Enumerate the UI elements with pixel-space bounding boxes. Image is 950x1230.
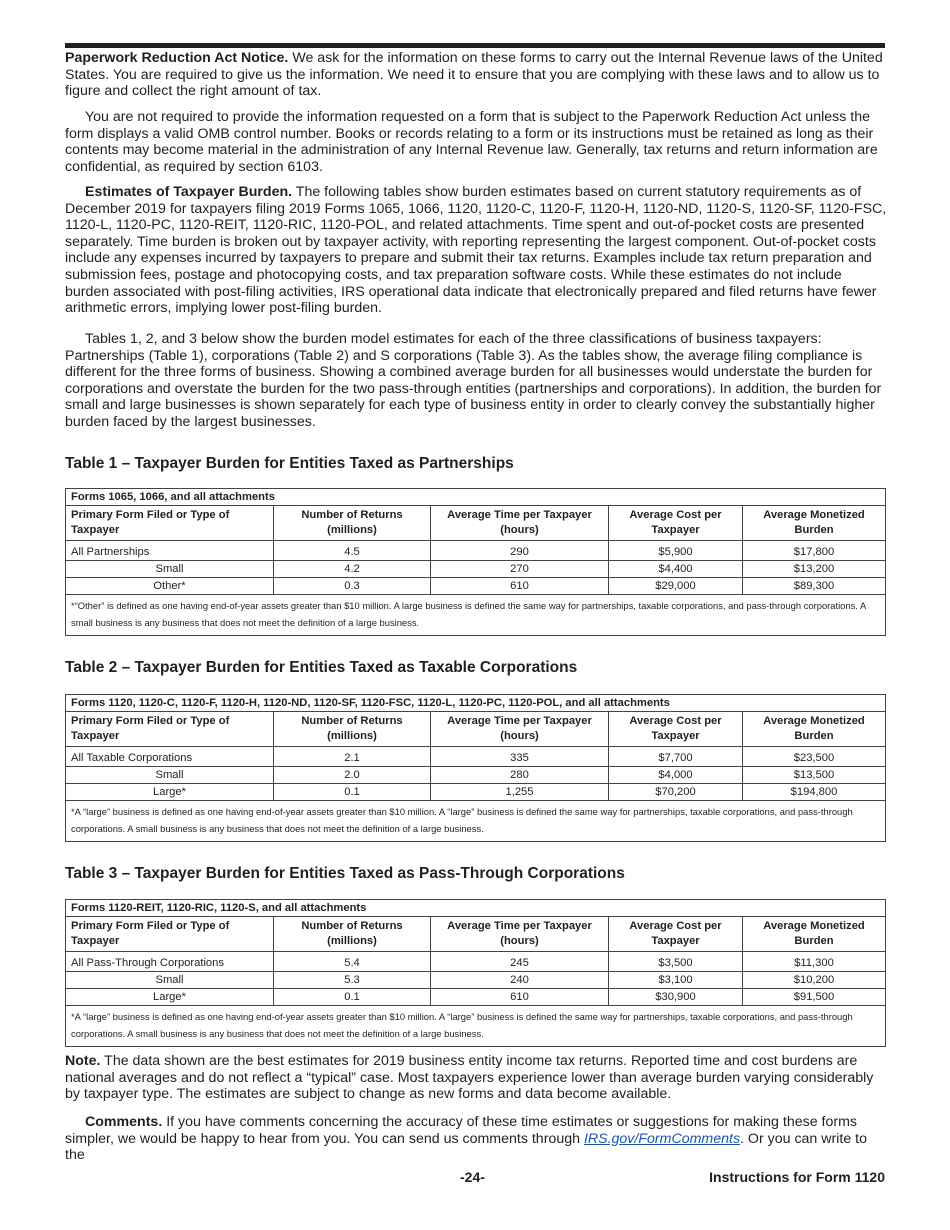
table-footnote-row	[66, 1006, 886, 1047]
note-text: The data shown are the best estimates for 2019 business entity income tax returns. Reported time and cost burdens are national averages and do not reflect a “typical” case. Most taxpayers experience lower than average burden varying considerably by taxpayer type. The estimates are subject to change as new forms and data become available.	[65, 1053, 874, 1103]
table-cell: 5.4	[274, 952, 431, 972]
table-caption-row	[66, 489, 886, 506]
table-cell: $194,800	[743, 784, 886, 801]
table-cell: 0.3	[274, 578, 431, 595]
column-header: Average Monetized Burden	[743, 506, 886, 541]
table-cell: $4,400	[609, 561, 743, 578]
table-caption-row	[66, 900, 886, 917]
form-comments-link[interactable]: IRS.gov/FormComments	[583, 1130, 741, 1147]
table-row	[66, 767, 886, 784]
comments-lead: Comments.	[85, 1114, 163, 1130]
table-row	[66, 578, 886, 595]
table-1-title: Table 1 – Taxpayer Burden for Entities Taxed as Partnerships	[65, 455, 514, 472]
note-lead: Note.	[65, 1053, 101, 1069]
column-header: Number of Returns (millions)	[274, 917, 431, 952]
burden-estimates-paragraph	[65, 184, 887, 317]
table-cell: $3,100	[609, 972, 743, 989]
table-cell: $89,300	[743, 578, 886, 595]
table-cell: $11,300	[743, 952, 886, 972]
paperwork-text: We ask for the information on these forms to carry out the Internal Revenue laws of the United States. You are required to give us the information. We need it to ensure that you are complying with these laws and to allow us to figure and collect the right amount of tax.	[65, 50, 883, 100]
table-footnote-row	[66, 801, 886, 842]
column-header: Primary Form Filed or Type of Taxpayer	[66, 712, 274, 747]
table-cell: Small	[66, 767, 274, 784]
table-2	[65, 694, 886, 842]
column-header: Average Monetized Burden	[743, 917, 886, 952]
comments-text-after: . Or you can write to the	[65, 1130, 867, 1164]
table-cell: 245	[431, 952, 609, 972]
table-caption-row	[66, 695, 886, 712]
omb-paragraph: You are not required to provide the information requested on a form that is subject to the Paperwork Reduction Act unless the form displays a valid OMB control number. Books or records relating to a form or its instructions must be retained as long as their contents may become material in the administration of any Internal Revenue law. Generally, tax returns and return information are confidential, as required by section 6103.	[65, 109, 878, 175]
table-cell: $7,700	[609, 747, 743, 767]
table-cell: 5.3	[274, 972, 431, 989]
column-header: Average Cost per Taxpayer	[609, 917, 743, 952]
table-cell: $13,500	[743, 767, 886, 784]
table-cell: All Pass-Through Corporations	[66, 952, 274, 972]
comments-paragraph	[65, 1114, 887, 1164]
table-cell: $17,800	[743, 541, 886, 561]
table-cell: $70,200	[609, 784, 743, 801]
note-paragraph	[65, 1053, 887, 1103]
table-footnote-row	[66, 595, 886, 636]
table-cell: All Partnerships	[66, 541, 274, 561]
tables-intro-paragraph: Tables 1, 2, and 3 below show the burden model estimates for each of the three classifications of business taxpayers: Partnerships (Table 1), corporations (Table 2) and S corporations (Table 3). As the tables show, the average filing compliance is different for the three forms of business. Showing a combined average burden for all businesses would understate the burden for corporations and overstate the burden for the two pass-through entities (partnerships and corporations). In addition, the burden for small and large businesses is shown separately for each type of business entity in order to clearly convey the substantially higher burden faced by the largest businesses.	[65, 331, 882, 430]
table-cell: 290	[431, 541, 609, 561]
table-footnote: *“Other” is defined as one having end-of-year assets greater than $10 million. A large business is defined the same way for partnerships, taxable corporations, and pass-through corporations. A small business is any business that does not meet the definition of a large business.	[66, 595, 886, 636]
column-header: Number of Returns (millions)	[274, 712, 431, 747]
table-cell: 4.2	[274, 561, 431, 578]
table-cell: 1,255	[431, 784, 609, 801]
column-header: Average Time per Taxpayer (hours)	[431, 917, 609, 952]
footer-form-title: Instructions for Form 1120	[709, 1169, 885, 1185]
table-row	[66, 541, 886, 561]
table-cell: Other*	[66, 578, 274, 595]
table-cell: $5,900	[609, 541, 743, 561]
column-header: Average Time per Taxpayer (hours)	[431, 506, 609, 541]
table-3	[65, 899, 886, 1047]
table-caption: Forms 1065, 1066, and all attachments	[66, 489, 886, 506]
paperwork-lead: Paperwork Reduction Act Notice.	[65, 50, 289, 66]
table-row	[66, 561, 886, 578]
table-cell: $4,000	[609, 767, 743, 784]
table-cell: 2.1	[274, 747, 431, 767]
table-row	[66, 784, 886, 801]
comments-text: If you have comments concerning the accuracy of these time estimates or suggestions for making these forms simpler, we would be happy to hear from you. You can send us comments through	[65, 1114, 857, 1147]
column-header: Number of Returns (millions)	[274, 506, 431, 541]
table-cell: 0.1	[274, 784, 431, 801]
table-footnote: *A “large” business is defined as one having end-of-year assets greater than $10 million. A “large” business is defined the same way for partnerships, taxable corporations, and pass-through corporations. A small business is any business that does not meet the definition of a large business.	[66, 1006, 886, 1047]
estimates-text: The following tables show burden estimates based on current statutory requirements as of December 2019 for taxpayers filing 2019 Forms 1065, 1066, 1120, 1120-C, 1120-F, 1120-H, 1120-ND, 1120-S, 1120-SF, 1120-FSC, 1120-L, 1120-PC, 1120-REIT, 1120-RIC, 1120-POL, and related attachments. Time spent and out-of-pocket costs are presented separately. Time burden is broken out by taxpayer activity, with reporting representing the largest component. Out-of-pocket costs include any expenses incurred by taxpayers to prepare and submit their tax returns. Examples include tax return preparation and submission fees, postage and photocopying costs, and tax preparation software costs. While these estimates do not include burden associated with post-filing activities, IRS operational data indicate that electronically prepared and filed returns have fewer arithmetic errors, implying lower post-filing burden.	[65, 184, 887, 317]
table-cell: $29,000	[609, 578, 743, 595]
column-header: Primary Form Filed or Type of Taxpayer	[66, 506, 274, 541]
table-cell: Small	[66, 561, 274, 578]
table-cell: $3,500	[609, 952, 743, 972]
column-header: Average Monetized Burden	[743, 712, 886, 747]
table-cell: 4.5	[274, 541, 431, 561]
table-3-title: Table 3 – Taxpayer Burden for Entities Taxed as Pass-Through Corporations	[65, 865, 625, 882]
table-2-title: Table 2 – Taxpayer Burden for Entities Taxed as Taxable Corporations	[65, 659, 578, 676]
table-footnote: *A “large” business is defined as one having end-of-year assets greater than $10 million. A “large” business is defined the same way for partnerships, taxable corporations, and pass-through corporations. A small business is any business that does not meet the definition of a large business.	[66, 801, 886, 842]
table-cell: $91,500	[743, 989, 886, 1006]
table-row	[66, 747, 886, 767]
column-header: Average Time per Taxpayer (hours)	[431, 712, 609, 747]
paperwork-notice	[65, 50, 887, 100]
column-header: Primary Form Filed or Type of Taxpayer	[66, 917, 274, 952]
table-header-row	[66, 506, 886, 541]
table-cell: 270	[431, 561, 609, 578]
table-header-row	[66, 917, 886, 952]
table-cell: Small	[66, 972, 274, 989]
table-row	[66, 972, 886, 989]
table-cell: 0.1	[274, 989, 431, 1006]
column-header: Average Cost per Taxpayer	[609, 712, 743, 747]
table-cell: Large*	[66, 784, 274, 801]
table-cell: 610	[431, 578, 609, 595]
table-cell: $13,200	[743, 561, 886, 578]
table-row	[66, 989, 886, 1006]
estimates-lead: Estimates of Taxpayer Burden.	[85, 184, 293, 200]
table-cell: Large*	[66, 989, 274, 1006]
top-rule	[65, 43, 885, 48]
table-caption: Forms 1120, 1120-C, 1120-F, 1120-H, 1120-ND, 1120-SF, 1120-FSC, 1120-L, 1120-PC, 1120-POL, and all attachments	[66, 695, 886, 712]
column-header: Average Cost per Taxpayer	[609, 506, 743, 541]
table-1	[65, 488, 886, 636]
page-number: -24-	[460, 1169, 485, 1185]
table-caption: Forms 1120-REIT, 1120-RIC, 1120-S, and all attachments	[66, 900, 886, 917]
table-cell: 280	[431, 767, 609, 784]
table-cell: $30,900	[609, 989, 743, 1006]
table-cell: 2.0	[274, 767, 431, 784]
table-cell: $23,500	[743, 747, 886, 767]
table-cell: 610	[431, 989, 609, 1006]
table-cell: 240	[431, 972, 609, 989]
table-cell: $10,200	[743, 972, 886, 989]
table-header-row	[66, 712, 886, 747]
table-cell: 335	[431, 747, 609, 767]
table-cell: All Taxable Corporations	[66, 747, 274, 767]
table-row	[66, 952, 886, 972]
